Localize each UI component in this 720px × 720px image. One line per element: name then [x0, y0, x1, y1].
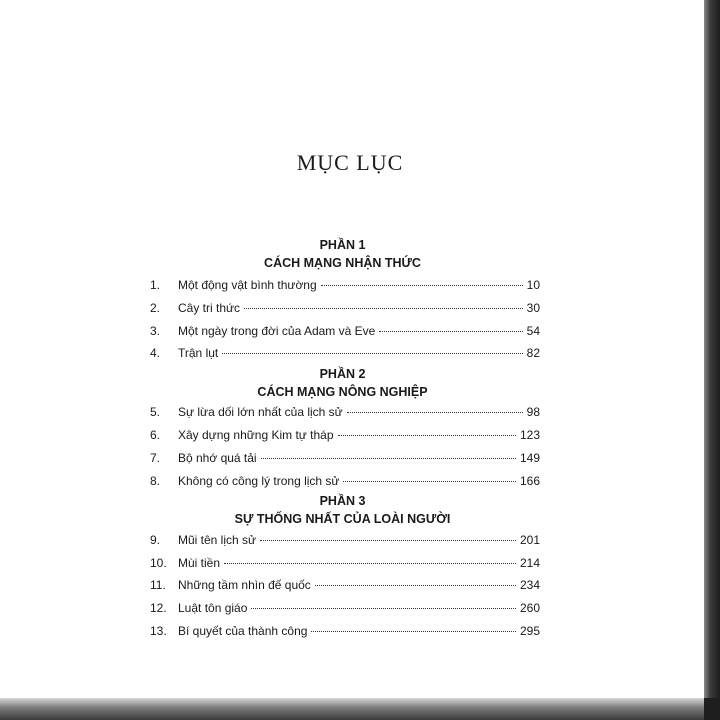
page-edge-bottom: [0, 698, 720, 720]
leader-dots: [224, 562, 516, 564]
entry-title: Xây dựng những Kim tự tháp: [178, 428, 334, 442]
leader-dots: [321, 284, 523, 286]
leader-dots: [311, 630, 516, 632]
entry-title: Luật tôn giáo: [178, 601, 248, 615]
toc-entry: [150, 451, 540, 469]
toc-entry: [150, 278, 540, 296]
entry-title: Mùi tiền: [178, 556, 221, 570]
entry-title: Bí quyết của thành công: [178, 624, 308, 638]
page-edge-corner: [704, 698, 720, 720]
entry-page: 98: [526, 405, 540, 419]
part-1-name: CÁCH MẠNG NHẬN THỨC: [264, 256, 421, 270]
toc-entry: [150, 556, 540, 574]
toc-entry: [150, 533, 540, 551]
entry-title: Cây tri thức: [178, 301, 241, 315]
toc-entry: [150, 405, 540, 423]
entry-title: Mũi tên lịch sử: [178, 533, 257, 547]
entry-number: 7.: [150, 451, 161, 465]
toc-entry: [150, 578, 540, 596]
entry-title: Một động vật bình thường: [178, 278, 317, 292]
entry-page: 82: [526, 346, 540, 360]
entry-number: 3.: [150, 324, 161, 338]
entry-number: 9.: [150, 533, 161, 547]
entry-page: 54: [526, 324, 540, 338]
part-2-name: CÁCH MẠNG NÔNG NGHIỆP: [257, 385, 428, 399]
entry-page: 260: [519, 601, 540, 615]
toc-entry: [150, 346, 540, 364]
leader-dots: [343, 480, 516, 482]
toc-entry: [150, 428, 540, 446]
toc-entry: [150, 624, 540, 642]
leader-dots: [379, 330, 522, 332]
entry-number: 10.: [150, 556, 167, 570]
entry-page: 201: [519, 533, 540, 547]
leader-dots: [347, 411, 523, 413]
entry-title: Không có công lý trong lịch sử: [178, 474, 340, 488]
entry-number: 12.: [150, 601, 167, 615]
entry-number: 11.: [150, 578, 166, 592]
toc-entry: [150, 601, 540, 619]
leader-dots: [251, 607, 516, 609]
entry-page: 123: [519, 428, 540, 442]
entry-title: Bộ nhớ quá tải: [178, 451, 257, 465]
part-3-name: SỰ THỐNG NHẤT CỦA LOÀI NGƯỜI: [234, 512, 451, 526]
entry-page: 234: [519, 578, 540, 592]
entry-title: Trận lụt: [178, 346, 219, 360]
entry-page: 30: [526, 301, 540, 315]
entry-number: 1.: [150, 278, 161, 292]
entry-page: 295: [519, 624, 540, 638]
leader-dots: [260, 539, 516, 541]
leader-dots: [315, 584, 516, 586]
entry-number: 8.: [150, 474, 161, 488]
toc-entry: [150, 301, 540, 319]
page-title: MỤC LỤC: [296, 150, 404, 175]
entry-title: Những tầm nhìn đế quốc: [178, 578, 311, 592]
entry-title: Một ngày trong đời của Adam và Eve: [178, 324, 376, 338]
entry-page: 10: [526, 278, 540, 292]
entry-page: 149: [519, 451, 540, 465]
leader-dots: [244, 307, 523, 309]
leader-dots: [222, 352, 522, 354]
entry-number: 6.: [150, 428, 161, 442]
entry-page: 166: [519, 474, 540, 488]
entry-number: 2.: [150, 301, 161, 315]
part-2-label: PHẦN 2: [319, 367, 366, 381]
entry-number: 13.: [150, 624, 167, 638]
leader-dots: [261, 457, 516, 459]
part-3-label: PHẦN 3: [319, 494, 366, 508]
part-1-label: PHẦN 1: [319, 238, 366, 252]
entry-page: 214: [519, 556, 540, 570]
entry-number: 4.: [150, 346, 161, 360]
toc-entry: [150, 324, 540, 342]
entry-number: 5.: [150, 405, 161, 419]
entry-title: Sự lừa dối lớn nhất của lịch sử: [178, 405, 343, 419]
page-edge-right: [704, 0, 720, 720]
toc-entry: [150, 474, 540, 492]
leader-dots: [338, 434, 516, 436]
